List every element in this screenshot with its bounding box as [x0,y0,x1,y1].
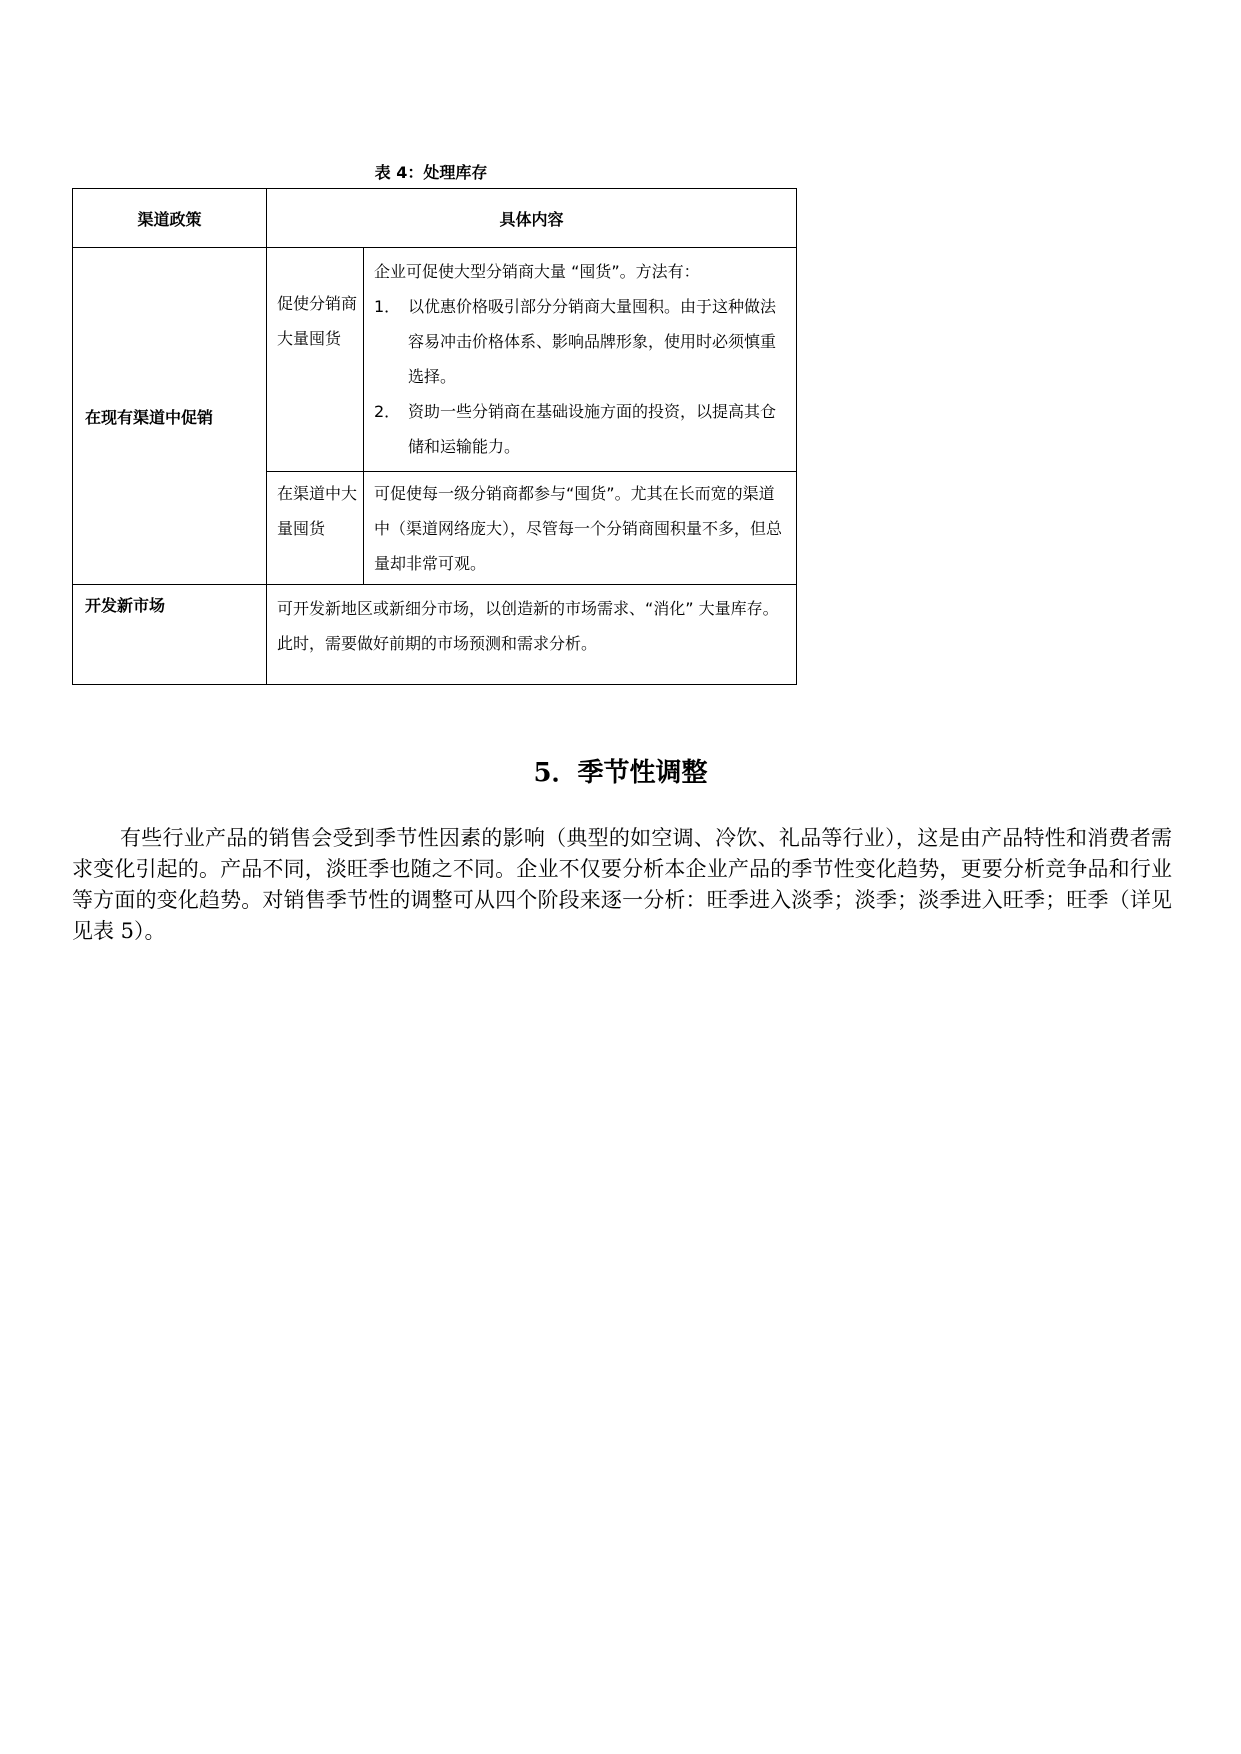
table-header-row [73,189,797,248]
method-cell: 在渠道中大量囤货 [267,472,364,585]
policy-cell-promotion: 在现有渠道中促销 [73,248,267,585]
list-item-text: 以优惠价格吸引部分分销商大量囤积。由于这种做法容易冲击价格体系、影响品牌形象，使用时必须慎重选择。 [408,297,777,386]
section-heading: 5．季节性调整 [533,758,708,788]
list-item-text: 资助一些分销商在基础设施方面的投资，以提高其仓储和运输能力。 [408,402,777,456]
content-cell: 可促使每一级分销商都参与“囤货”。尤其在长而宽的渠道中（渠道网络庞大），尽管每一个分销商囤积量不多，但总量却非常可观。 [364,472,797,585]
list-item-number: 1． [374,297,401,316]
header-policy: 渠道政策 [73,189,267,248]
content-cell: 可开发新地区或新细分市场，以创造新的市场需求、“消化” 大量库存。此时，需要做好前期的市场预测和需求分析。 [267,585,797,685]
list-item [374,289,786,394]
table-title: 表 4：处理库存 [374,163,488,182]
header-content: 具体内容 [267,189,797,248]
policy-cell-new-market: 开发新市场 [73,585,267,685]
body-paragraph: 有些行业产品的销售会受到季节性因素的影响（典型的如空调、冷饮、礼品等行业），这是由产品特性和消费者需求变化引起的。产品不同，淡旺季也随之不同。企业不仅要分析本企业产品的季节性变化趋势，更要分析竞争品和行业等方面的变化趋势。对销售季节性的调整可从四个阶段来逐一分析：旺季进入淡季；淡季；淡季进入旺季；旺季（详见见表 5）。 [72,826,1172,943]
method-cell: 促使分销商大量囤货 [267,248,364,472]
table-row [73,248,797,472]
list-item-number: 2． [374,402,401,421]
inventory-table [72,188,797,685]
list-item [374,394,786,464]
content-intro: 企业可促使大型分销商大量 “囤货”。方法有： [374,262,700,281]
content-cell [364,248,797,472]
table-row [73,585,797,685]
